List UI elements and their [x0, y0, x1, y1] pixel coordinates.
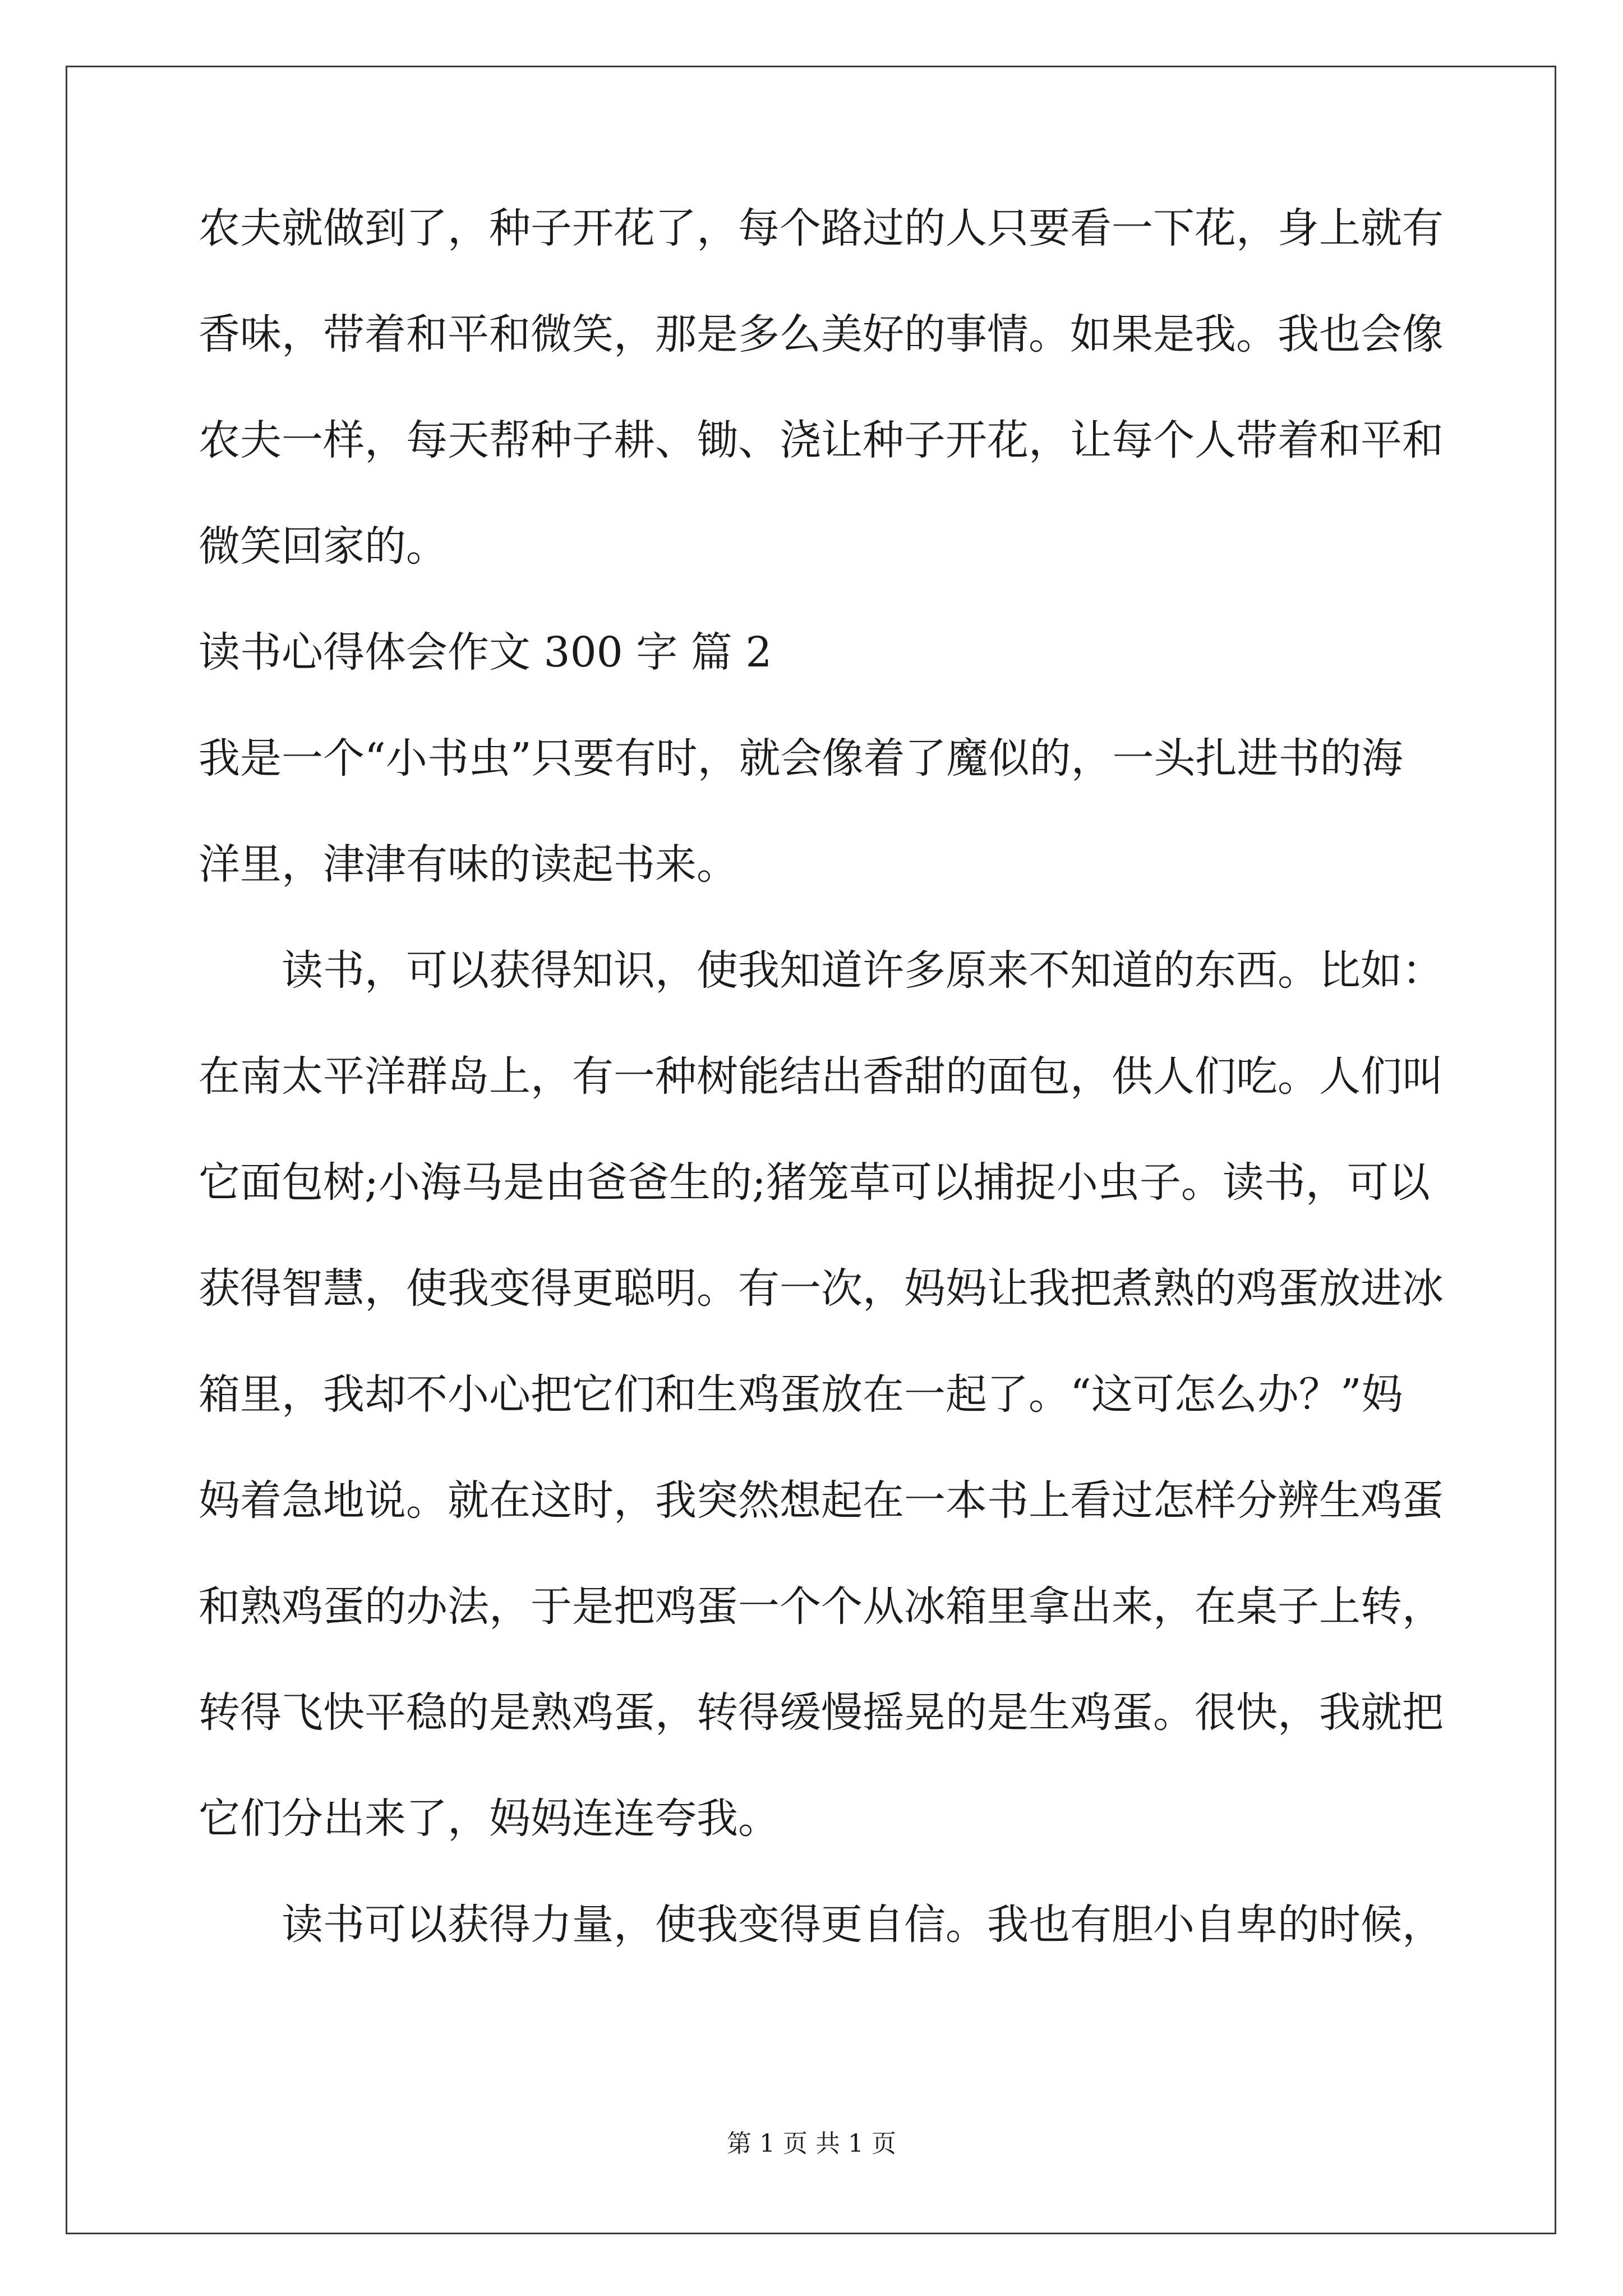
- text-line: 微笑回家的。: [199, 522, 448, 570]
- text-line: 在南太平洋群岛上，有一种树能结出香甜的面包，供人们吃。人们叫: [199, 1052, 1444, 1101]
- section-heading: 读书心得体会作文 300 字 篇 2: [199, 628, 772, 677]
- text-line: 箱里，我却不小心把它们和生鸡蛋放在一起了。“这可怎么办？”妈: [199, 1370, 1403, 1419]
- text-line: 香味，带着和平和微笑，那是多么美好的事情。如果是我。我也会像: [199, 310, 1444, 358]
- text-line: 妈着急地说。就在这时，我突然想起在一本书上看过怎样分辨生鸡蛋: [199, 1476, 1444, 1525]
- text-line: 转得飞快平稳的是熟鸡蛋，转得缓慢摇晃的是生鸡蛋。很快，我就把: [199, 1688, 1444, 1737]
- text-line: 获得智慧，使我变得更聪明。有一次，妈妈让我把煮熟的鸡蛋放进冰: [199, 1264, 1444, 1313]
- text-line: 和熟鸡蛋的办法，于是把鸡蛋一个个从冰箱里拿出来，在桌子上转，: [199, 1582, 1444, 1631]
- text-line: 洋里，津津有味的读起书来。: [199, 840, 738, 889]
- text-line: 农夫一样，每天帮种子耕、锄、浇让种子开花，让每个人带着和平和: [199, 416, 1444, 464]
- text-line: 它面包树;小海马是由爸爸生的;猪笼草可以捕捉小虫子。读书，可以: [199, 1158, 1430, 1207]
- paragraph-start-line: 读书，可以获得知识，使我知道许多原来不知道的东西。比如：: [282, 946, 1444, 995]
- text-line: 它们分出来了，妈妈连连夸我。: [199, 1795, 780, 1843]
- text-line: 农夫就做到了，种子开花了，每个路过的人只要看一下花，身上就有: [199, 204, 1444, 252]
- paragraph-start-line: 读书可以获得力量，使我变得更自信。我也有胆小自卑的时候，: [282, 1901, 1444, 1949]
- page-footer: 第 1 页 共 1 页: [727, 2129, 896, 2158]
- text-line: 我是一个“小书虫”只要有时，就会像着了魔似的，一头扎进书的海: [199, 734, 1403, 783]
